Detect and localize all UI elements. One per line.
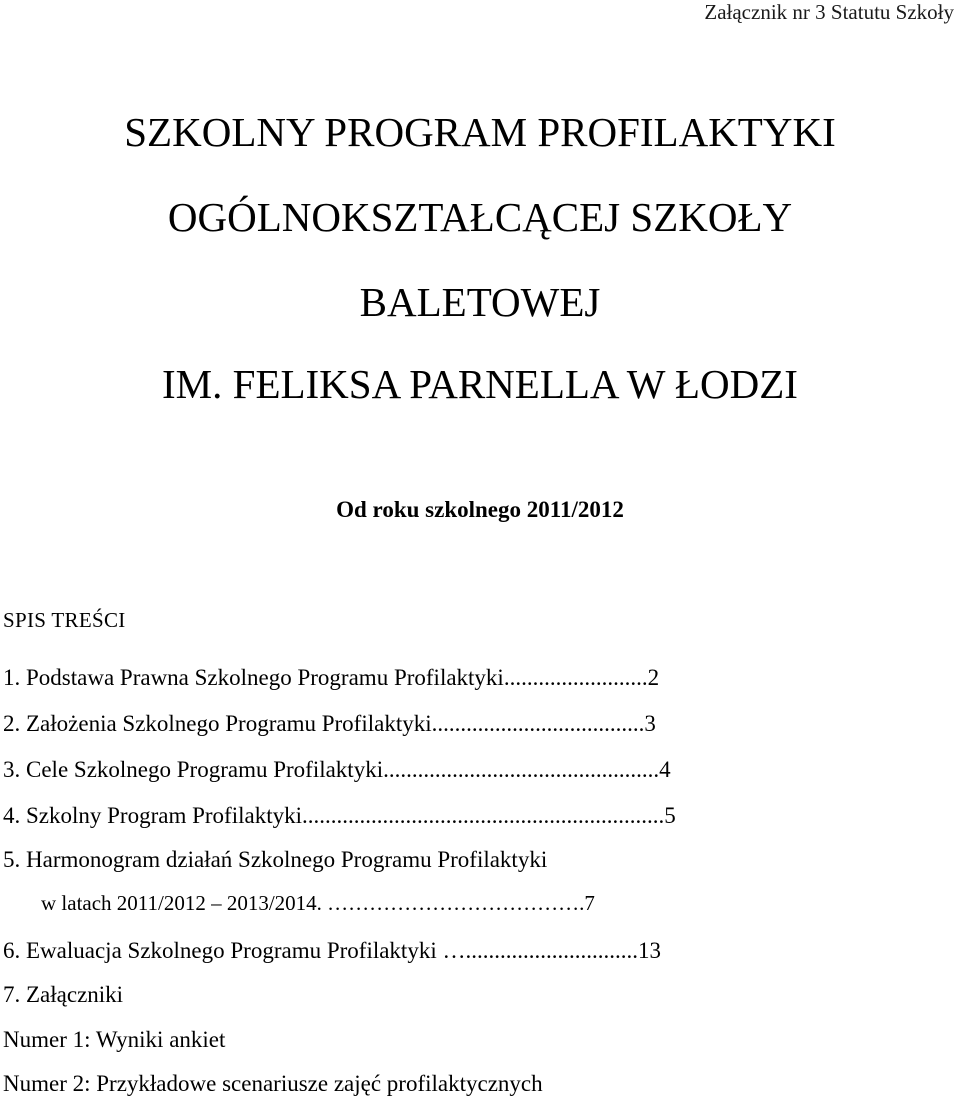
toc-entry-7[interactable]: 7. Załączniki xyxy=(3,982,124,1007)
toc-heading: SPIS TREŚCI xyxy=(3,608,126,632)
title-line-2: OGÓLNOKSZTAŁCĄCEJ SZKOŁY xyxy=(167,194,793,240)
toc-entry-3[interactable]: 3. Cele Szkolnego Programu Profilaktyki................................................4 xyxy=(3,757,671,782)
toc-attachment-1[interactable]: Numer 1: Wyniki ankiet xyxy=(3,1027,226,1052)
school-year-subtitle: Od roku szkolnego 2011/2012 xyxy=(336,497,624,522)
toc-entry-4[interactable]: 4. Szkolny Program Profilaktyki...............................................................5 xyxy=(3,803,676,828)
title-line-3: BALETOWEJ xyxy=(359,279,601,325)
title-line-1: SZKOLNY PROGRAM PROFILAKTYKI xyxy=(124,109,836,155)
toc-attachment-2[interactable]: Numer 2: Przykładowe scenariusze zajęć profilaktycznych xyxy=(3,1071,543,1096)
annex-label: Załącznik nr 3 Statutu Szkoły xyxy=(704,0,954,24)
toc-entry-5[interactable]: 5. Harmonogram działań Szkolnego Programu Profilaktyki xyxy=(3,847,548,872)
toc-entry-6[interactable]: 6. Ewaluacja Szkolnego Programu Profilaktyki …..............................13 xyxy=(3,938,661,963)
toc-entry-1[interactable]: 1. Podstawa Prawna Szkolnego Programu Profilaktyki.........................2 xyxy=(3,665,660,690)
title-line-4: IM. FELIKSA PARNELLA W ŁODZI xyxy=(162,361,798,407)
toc-entry-2[interactable]: 2. Założenia Szkolnego Programu Profilaktyki.....................................3 xyxy=(3,711,656,736)
toc-entry-5-continuation[interactable]: w latach 2011/2012 – 2013/2014. ……………………………….7 xyxy=(41,891,595,915)
